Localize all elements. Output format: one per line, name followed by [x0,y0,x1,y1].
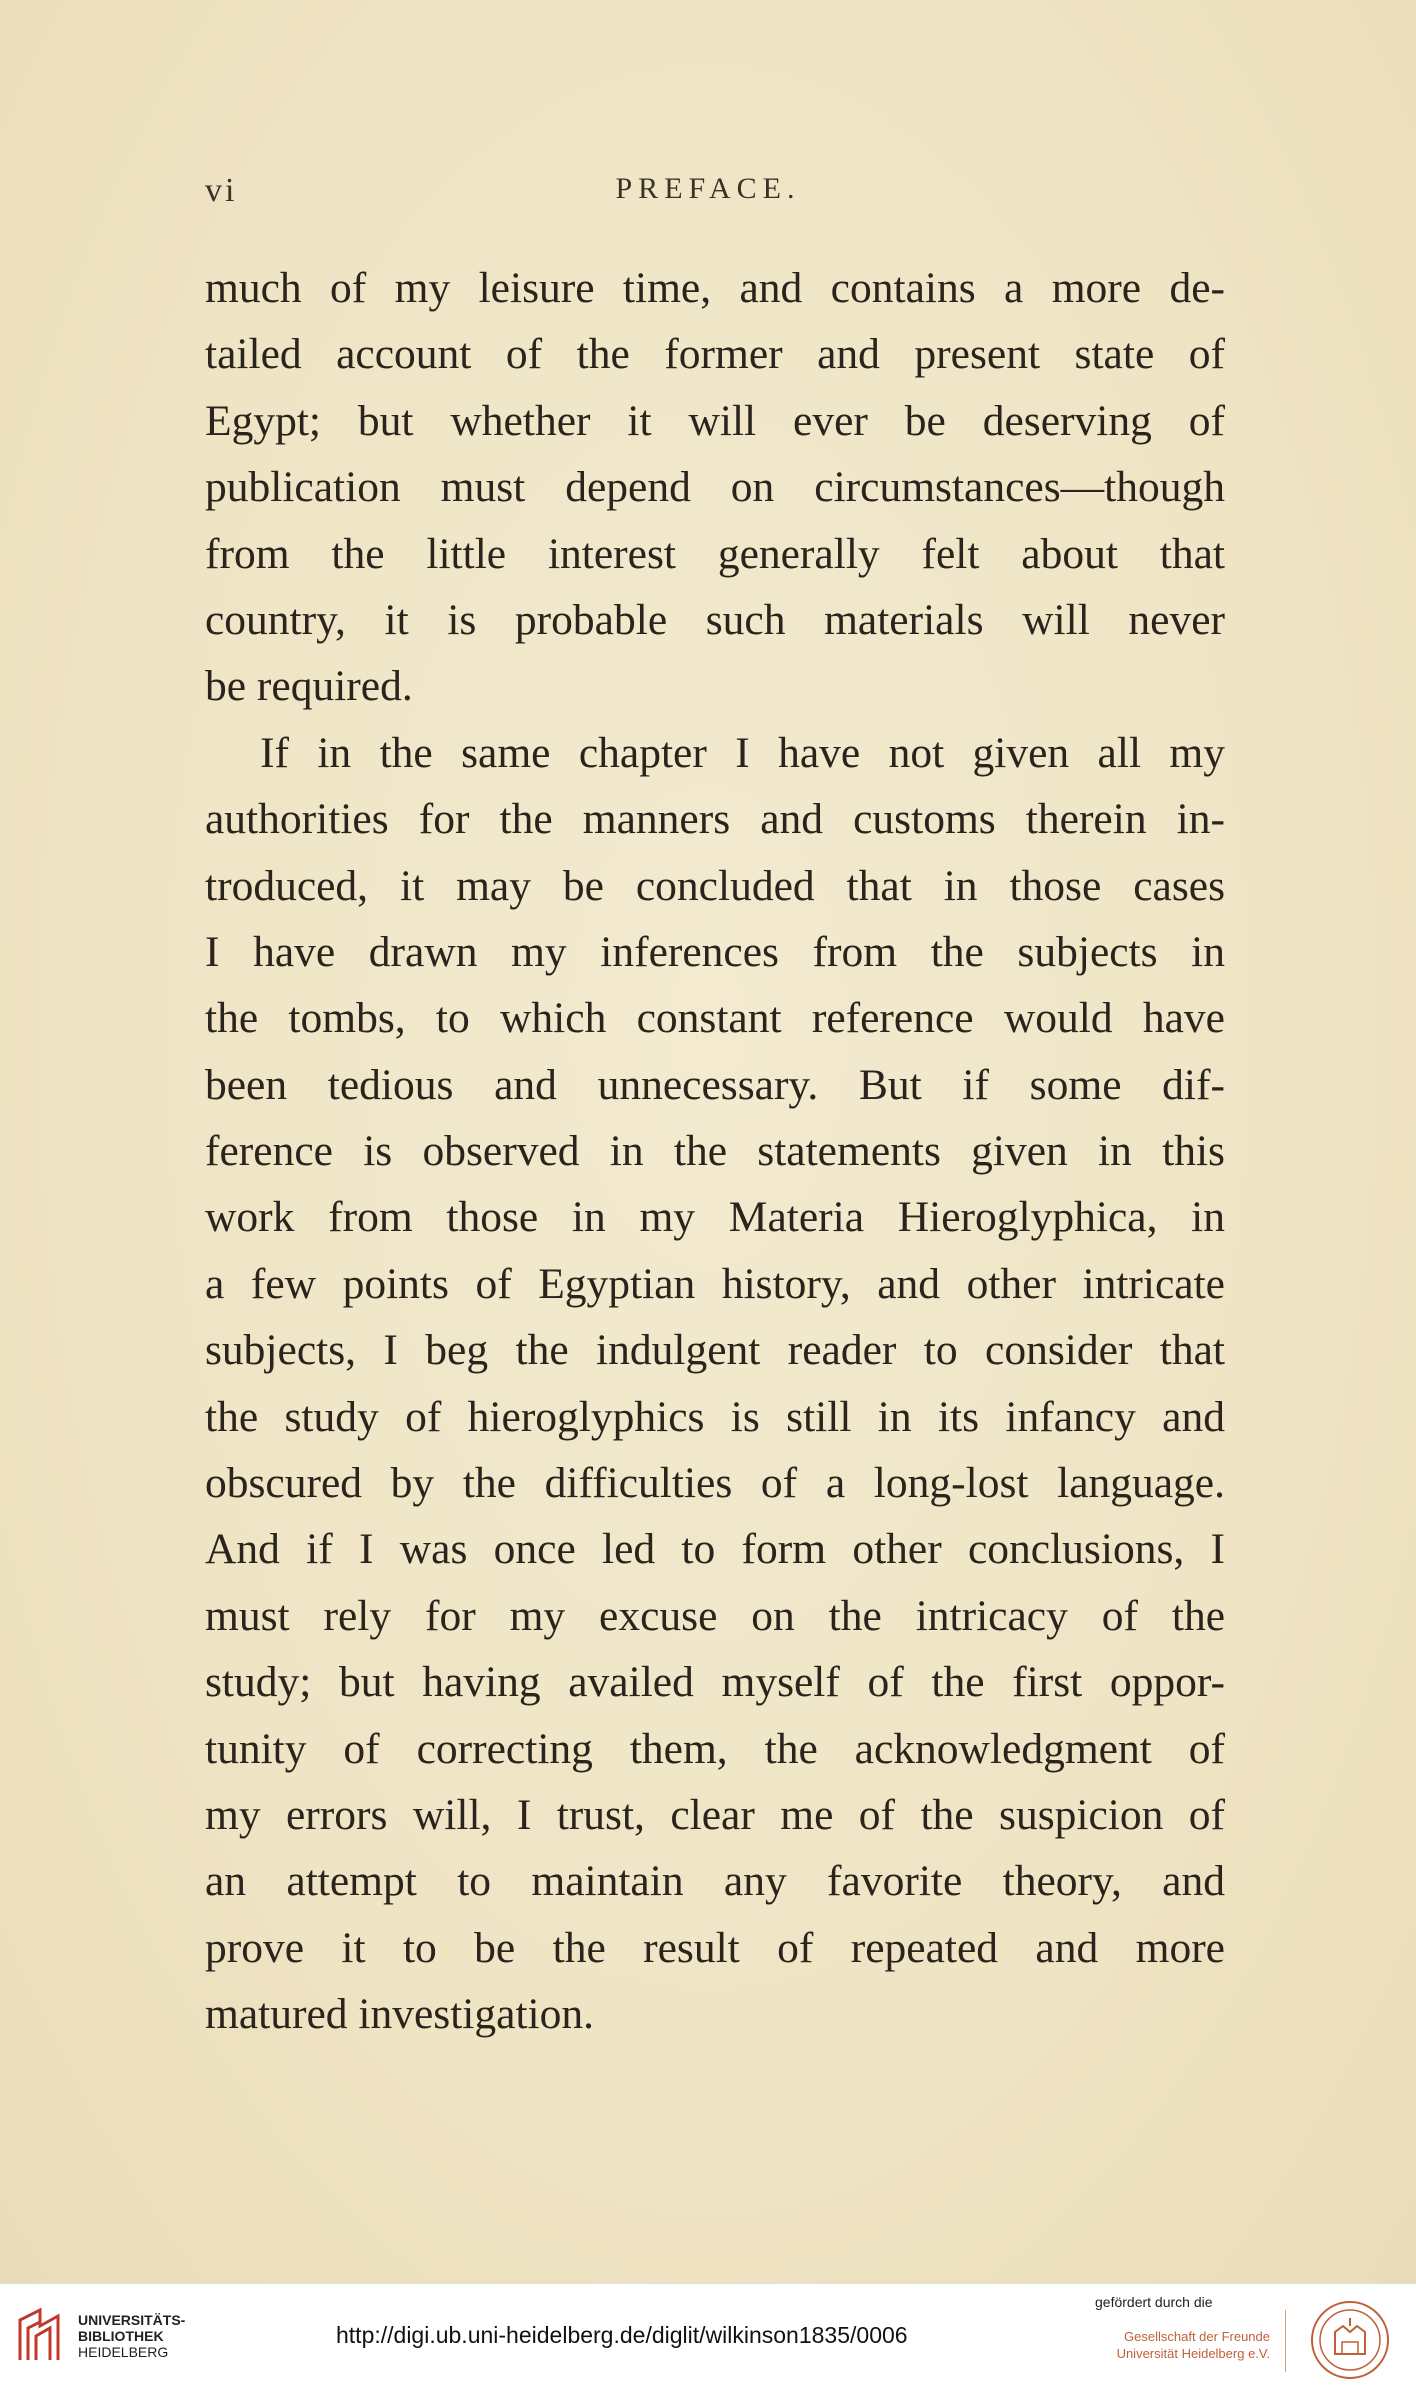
sponsor-name-line: Gesellschaft der Freunde [1124,2329,1270,2344]
text-line: ference is observed in the statements given in this [205,1127,1225,1176]
body-text [205,255,1225,2048]
text-line: authorities for the manners and customs therein in- [205,795,1225,844]
text-line: subjects, I beg the indulgent reader to consider that [205,1326,1225,1375]
text-line: And if I was once led to form other conclusions, I [205,1525,1225,1574]
text-line: Egypt; but whether it will ever be deserving of [205,396,1225,445]
text-line: much of my leisure time, and contains a more de- [205,264,1225,312]
digitization-footer [0,2283,1416,2388]
text-line: been tedious and unnecessary. But if some dif- [205,1060,1225,1109]
sponsor-name [1100,2328,1270,2362]
sponsor-divider [1285,2310,1286,2372]
text-line: an attempt to maintain any favorite theory, and [205,1857,1225,1906]
library-name-line: UNIVERSITÄTS- [78,2312,186,2328]
text-line: troduced, it may be concluded that in those cases [205,861,1225,910]
text-line: study; but having availed myself of the first oppor- [205,1658,1225,1707]
university-seal-icon [1305,2298,1395,2382]
text-line: I have drawn my inferences from the subjects in [205,927,1225,976]
text-line: obscured by the difficulties of a long-lost language. [205,1459,1225,1508]
text-line: the tombs, to which constant reference would have [205,994,1225,1043]
library-name-line: BIBLIOTHEK [78,2328,164,2344]
sponsor-label: gefördert durch die [1095,2294,1213,2310]
text-line: prove it to be the result of repeated and more [205,1923,1225,1972]
text-line: country, it is probable such materials will never [205,595,1225,644]
text-line: must rely for my excuse on the intricacy of the [205,1591,1225,1640]
text-line: a few points of Egyptian history, and other intricate [205,1259,1225,1308]
text-line: work from those in my Materia Hieroglyphica, in [205,1193,1225,1242]
text-line: be required. [205,662,413,711]
library-name-line: HEIDELBERG [78,2344,169,2360]
text-line: from the little interest generally felt about that [205,529,1225,578]
sponsor-name-line: Universität Heidelberg e.V. [1116,2346,1270,2361]
university-library-logo-icon [14,2306,66,2366]
text-line: publication must depend on circumstances—though [205,463,1225,512]
page-number: vi [205,172,238,209]
text-line: the study of hieroglyphics is still in its infancy and [205,1392,1225,1441]
permalink-url[interactable]: http://digi.ub.uni-heidelberg.de/diglit/wilkinson1835/0006 [336,2322,908,2348]
text-line: matured investigation. [205,1990,594,2039]
text-line: If in the same chapter I have not given all my [260,728,1225,777]
text-line: tailed account of the former and present state of [205,330,1225,379]
text-line: my errors will, I trust, clear me of the suspicion of [205,1790,1225,1839]
running-title: PREFACE. [615,172,801,205]
library-name [78,2312,185,2360]
text-line: tunity of correcting them, the acknowledgment of [205,1724,1225,1773]
